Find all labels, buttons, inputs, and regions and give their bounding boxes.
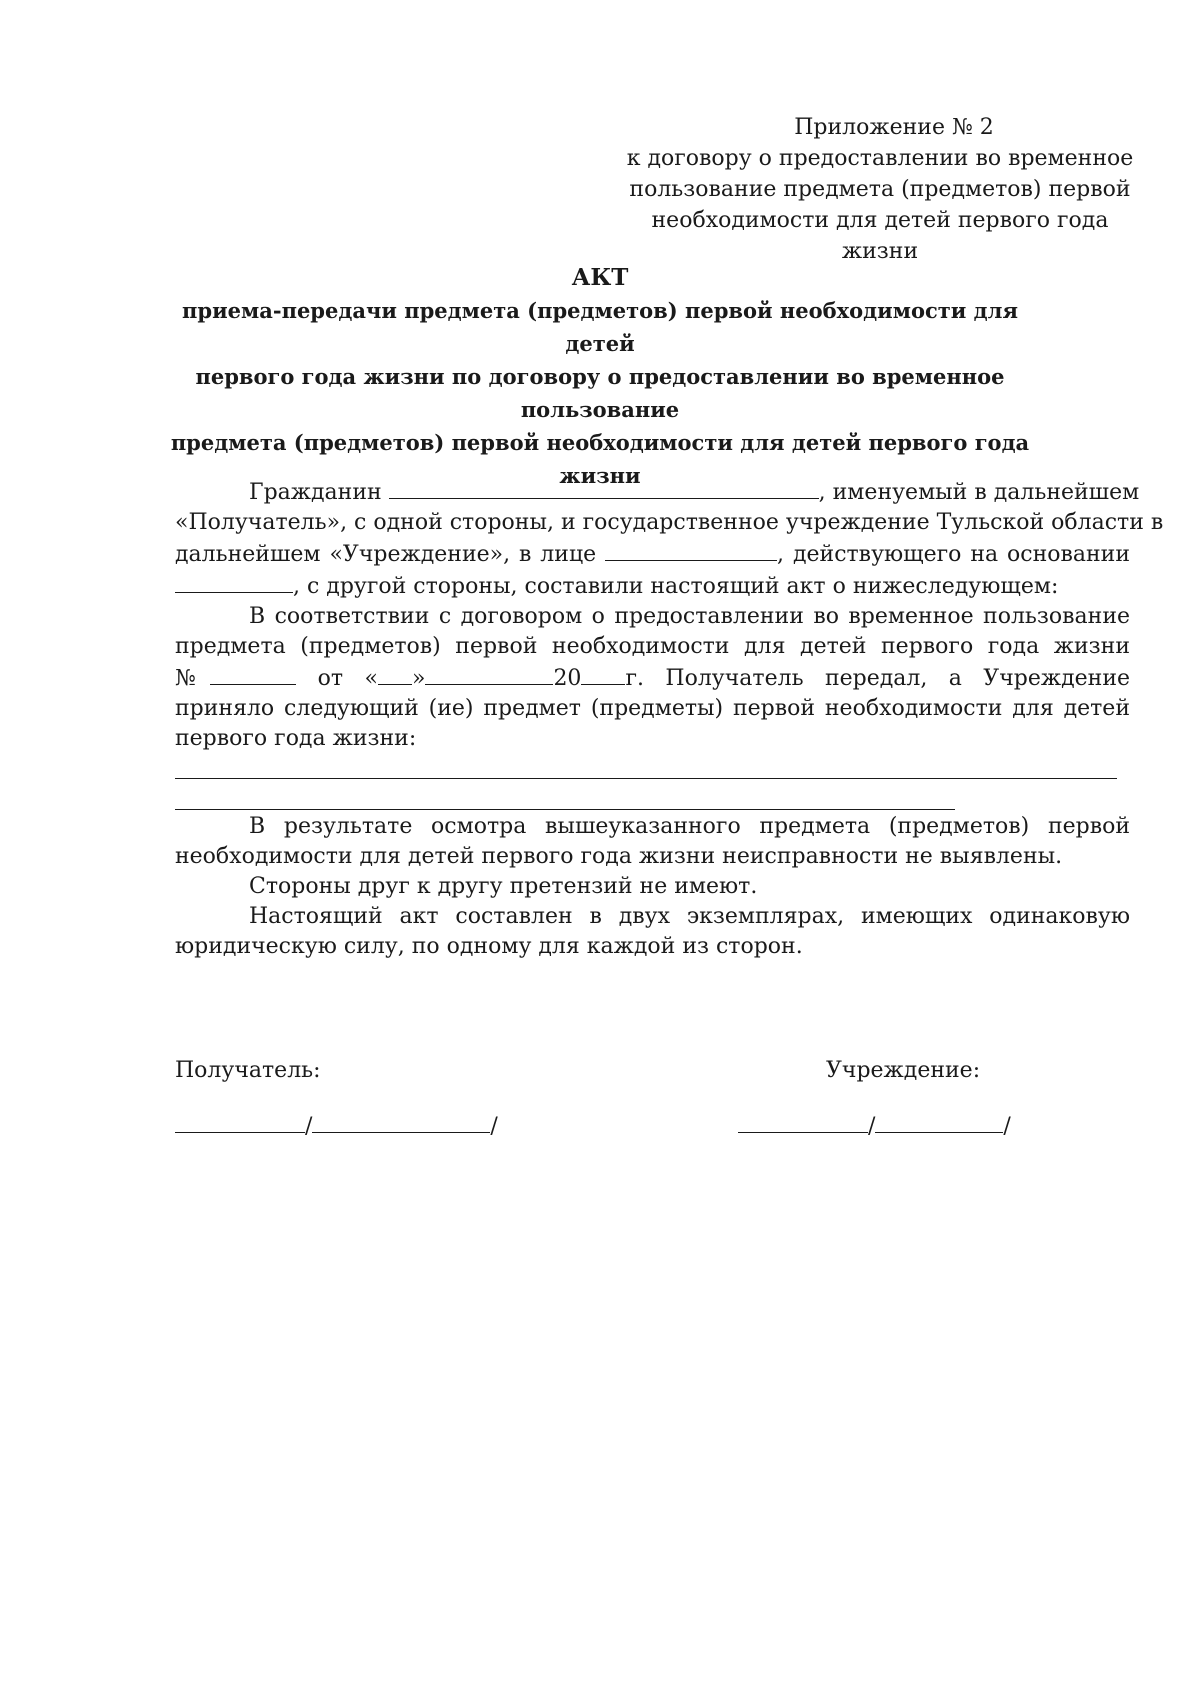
institution-signature-blank[interactable] — [738, 1110, 868, 1133]
p1-line-2: «Получатель», с одной стороны, и государственное учреждение Тульской области в — [175, 510, 1164, 535]
appendix-line-2: к договору о предоставлении во временное — [626, 146, 1134, 171]
p5-line-2: юридическую силу, по одному для каждой из сторон. — [175, 934, 803, 959]
appendix-line-3: пользование предмета (предметов) первой — [629, 177, 1131, 202]
p2-line-4: приняло следующий (ие) предмет (предметы) первой необходимости для детей — [175, 696, 1130, 721]
recipient-slash-2: / — [490, 1114, 498, 1139]
recipient-label: Получатель: — [175, 1058, 321, 1083]
institution-name-blank[interactable] — [875, 1110, 1003, 1133]
basis-blank[interactable] — [175, 570, 293, 593]
year-suffix: г. — [625, 666, 644, 691]
citizen-label: Гражданин — [249, 480, 382, 505]
items-blank-line-1[interactable] — [175, 778, 1117, 779]
quote-open: « — [364, 666, 378, 691]
p3-line-1: В результате осмотра вышеуказанного предмета (предметов) первой — [249, 814, 1130, 839]
recipient-signature-blank[interactable] — [175, 1110, 305, 1133]
p2-line-1: В соответствии с договором о предоставлении во временное пользование — [249, 604, 1130, 629]
p1-line-3 — [175, 538, 1130, 570]
contract-number-label: № — [175, 666, 211, 691]
institution-label: Учреждение: — [826, 1058, 981, 1083]
p1-line-4 — [175, 570, 1130, 602]
p2-line-3-rest: Получатель передал, а Учреждение — [665, 666, 1130, 691]
institution-in-person: дальнейшем «Учреждение», в лице — [175, 542, 597, 567]
contract-number-blank[interactable] — [210, 662, 296, 685]
title-sub-3: предмета (предметов) первой необходимости для детей первого года жизни — [170, 430, 1030, 488]
day-blank[interactable] — [378, 662, 412, 685]
title-main: АКТ — [571, 264, 629, 291]
appendix-number: Приложение № 2 — [794, 115, 994, 140]
year-prefix: 20 — [553, 666, 582, 691]
month-blank[interactable] — [425, 662, 553, 685]
quote-close: » — [411, 666, 426, 691]
items-blank-line-2[interactable] — [175, 809, 955, 810]
title-sub-2: первого года жизни по договору о предоставлении во временное пользование — [195, 364, 1005, 422]
citizen-name-blank[interactable] — [389, 476, 819, 499]
institution-slash-1: / — [868, 1114, 876, 1139]
acting-basis: , действующего на основании — [777, 542, 1130, 567]
representative-blank[interactable] — [605, 538, 777, 561]
citizen-suffix: , именуемый в дальнейшем — [818, 480, 1140, 505]
document-body — [175, 476, 1164, 962]
p2-line-3 — [175, 662, 1130, 694]
p4-line: Стороны друг к другу претензий не имеют. — [249, 874, 758, 899]
recipient-signature — [175, 1110, 498, 1142]
p5-line-1: Настоящий акт составлен в двух экземплярах, имеющих одинаковую — [249, 904, 1130, 929]
year-blank[interactable] — [581, 662, 625, 685]
from-label: от — [317, 666, 344, 691]
institution-slash-2: / — [1003, 1114, 1011, 1139]
institution-signature — [738, 1110, 1011, 1142]
p2-line-2: предмета (предметов) первой необходимости для детей первого года жизни — [175, 634, 1130, 659]
appendix-line-4: необходимости для детей первого года жизни — [651, 208, 1109, 264]
p1-ending: , с другой стороны, составили настоящий акт о нижеследующем: — [293, 574, 1059, 599]
p3-line-2: необходимости для детей первого года жизни неисправности не выявлены. — [175, 844, 1063, 869]
recipient-slash-1: / — [305, 1114, 313, 1139]
p1-line-1 — [175, 476, 1140, 508]
appendix-header — [620, 112, 1140, 267]
recipient-name-blank[interactable] — [312, 1110, 490, 1133]
p2-line-5: первого года жизни: — [175, 726, 417, 751]
document-title — [150, 262, 1050, 492]
title-sub-1: приема-передачи предмета (предметов) первой необходимости для детей — [182, 298, 1018, 356]
